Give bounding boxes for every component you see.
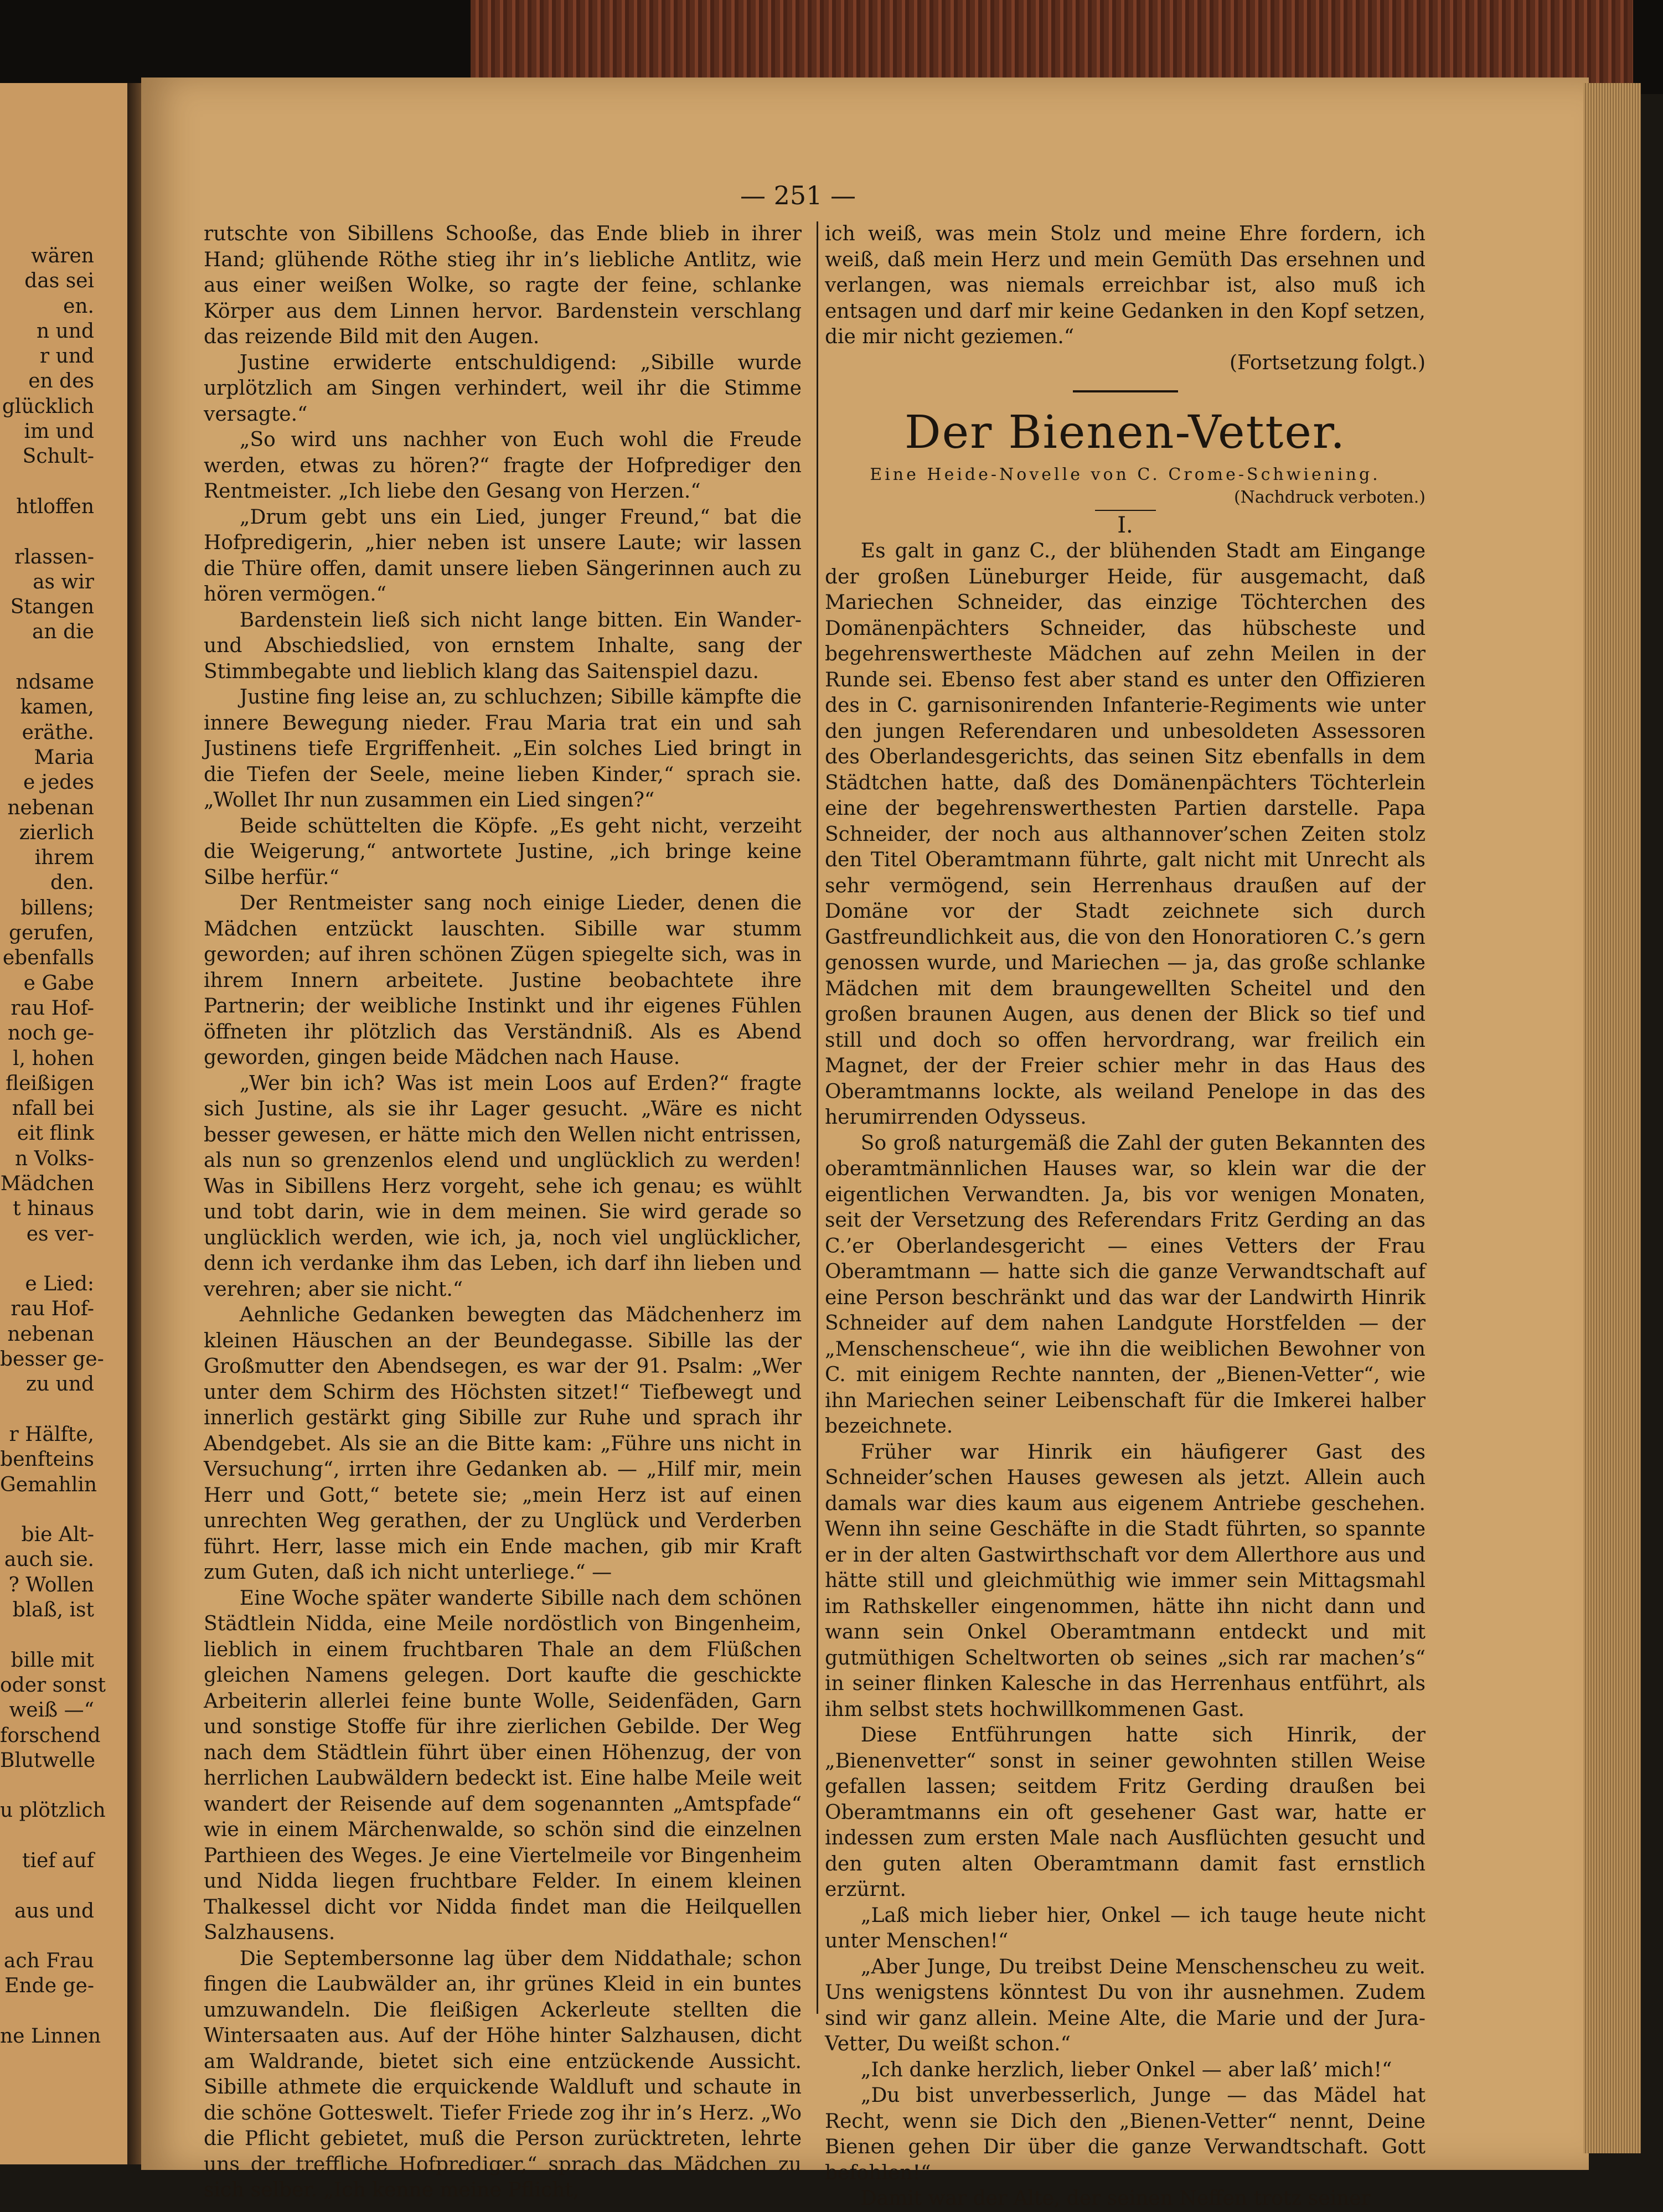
left-fragment-line: ne Linnen	[0, 2025, 101, 2048]
left-fragment-line: zierlich	[19, 821, 94, 844]
text-column-left	[204, 221, 802, 2204]
left-fragment-line: rau Hof-	[11, 1298, 94, 1321]
paragraph: Die Septembersonne lag über dem Niddathale; schon fingen die Laubwälder an, ihr grünes Kleid in ein buntes umzuwandeln. Die fleißigen Ackerleute stellten die Wintersaaten aus. Auf der Höhe hinter Salzhausen, dicht am Waldrande, bietet sich eine entzückende Aussicht. Sibille athmete die erquickende Waldluft und schaute in die schöne Gotteswelt. Tiefer Friede zog ihr in’s Herz. „Wo die Pflicht gebietet, muß die Person zurücktreten, lehrte uns der treffliche Hofprediger,“ sprach das Mädchen zu sich selber. „Ich kenne meine Pflicht,	[204, 1947, 802, 2201]
left-fragment-line: weiß —“	[9, 1699, 94, 1722]
left-fragment-line	[0, 1247, 94, 1272]
left-fragment-line: ? Wollen	[8, 1573, 94, 1596]
left-fragment-line	[0, 1999, 94, 2024]
story-subtitle: Eine Heide-Novelle von C. Crome-Schwiening.	[870, 465, 1381, 484]
left-fragment-line	[0, 1823, 94, 1848]
paragraph: Diese Entführungen hatte sich Hinrik, der „Bienenvetter“ sonst in seiner gewohnten stillen Weise gefallen lassen; seitdem Fritz Gerding draußen bei Oberamtmanns ein oft gesehener Gast war, hatte er indessen zum ersten Male nach Ausflüchten gesucht und den guten alten Oberamtmann damit fast ernstlich erzürnt.	[825, 1724, 1426, 1901]
left-fragment-line: t hinaus	[13, 1197, 94, 1221]
continued-notice: (Fortsetzung folgt.)	[1230, 351, 1426, 374]
paragraph: rutschte von Sibillens Schooße, das Ende blieb in ihrer Hand; glühende Röthe stieg ihr in’s liebliche Antlitz, wie aus einer weißen Wolke, so ragte der feine, schlanke Körper aus dem Linnen hervor. Bardenstein verschlang das reizende Bild mit den Augen.	[204, 223, 802, 348]
paragraph: Aehnliche Gedanken bewegten das Mädchenherz im kleinen Häuschen an der Beundegasse. Sibille las der Großmutter den Abendsegen, es war der 91. Psalm: „Wer unter dem Schirm des Höchsten sitzet!“ Tiefbewegt und innerlich gestärkt ging Sibille zur Ruhe und sprach ihr Abendgebet. Als sie an die Bitte kam: „Führe uns nicht in Versuchung“, irrten ihre Gedanken ab. — „Hilf mir, mein Herr und Gott,“ betete sie; „mein Herz ist auf einen unrechten Weg gerathen, der zu Unglück und Verderben führt. Herr, lasse mich ein Ende machen, gib mir Kraft zum Guten, daß ich nicht unterliege.“ —	[204, 1304, 802, 1584]
left-fragment-line: ach Frau	[3, 1950, 94, 1973]
paragraph: So groß naturgemäß die Zahl der guten Bekannten des oberamtmännlichen Hauses war, so klein war die der eigentlichen Verwandten. Ja, bis vor wenigen Monaten, seit der Versetzung des Referendars Fritz Gerding an das C.’er Oberlandesgericht — eines Vetters der Frau Oberamtmann — hatte sich die ganze Verwandtschaft auf eine Person beschränkt und das war der Landwirth Hinrik Schneider auf dem nahen Landgute Horstfelden — der „Menschenscheue“, wie ihn die weiblichen Bewohner von C. mit einigem Rechte nannten, der „Bienen-Vetter“, wie ihn Mariechen seiner Leibenschaft für die Imkerei halber bezeichnete.	[825, 1131, 1426, 1438]
left-fragment-line: htloffen	[16, 495, 94, 518]
left-fragment-line: r und	[39, 345, 94, 368]
column-divider	[817, 221, 818, 2014]
section-divider	[1073, 390, 1178, 392]
left-fragment-line	[0, 1773, 94, 1798]
left-fragment-line: es ver-	[26, 1222, 94, 1245]
paragraph: Justine erwiderte entschuldigend: „Sibille wurde urplötzlich am Singen verhindert, weil ihr die Stimme versagte.“	[204, 351, 802, 426]
paragraph: „Aber Junge, Du treibst Deine Menschenscheu zu weit. Uns wenigstens könntest Du von ihr ausnehmen. Zudem sind wir ganz allein. Meine Alte, die Marie und der Jura-Vetter, Du weißt schon.“	[825, 1955, 1426, 2055]
left-fragment-line	[0, 1397, 94, 1422]
paragraph: Justine fing leise an, zu schluchzen; Sibille kämpfte die innere Bewegung nieder. Frau Maria trat ein und sah Justinens tiefe Ergriffenheit. „Ein solches Lied bringt in die Tiefen der Seele, meine lieben Kinder,“ sprach sie. „Wollet Ihr nun zusammen ein Lied singen?“	[204, 686, 802, 812]
left-fragment-line: billens;	[20, 896, 94, 919]
left-fragment-line: en des	[28, 370, 94, 393]
left-fragment-line: den.	[50, 871, 94, 895]
left-fragment-line: Mädchen	[0, 1172, 94, 1195]
left-fragment-line: wären	[31, 245, 94, 267]
left-fragment-line	[0, 469, 94, 494]
left-fragment-line: en.	[63, 294, 94, 318]
story-title: Der Bienen-Vetter.	[904, 406, 1346, 459]
left-fragment-line	[0, 1497, 94, 1522]
left-fragment-line: besser ge-	[0, 1348, 104, 1371]
paragraph: „Drum gebt uns ein Lied, junger Freund,“ bat die Hofpredigerin, „hier neben ist unsere Laute; wir lassen die Thüre offen, damit unsere lieben Sängerinnen auch zu hören vermögen.“	[204, 505, 802, 606]
left-fragment-line: nebenan	[7, 1322, 94, 1346]
left-fragment-line	[0, 1622, 94, 1647]
left-fragment-line: ihrem	[34, 846, 94, 870]
paragraph: Beide schüttelten die Köpfe. „Es geht nicht, verzeiht die Weigerung,“ antwortete Justine, „ich bringe keine Silbe herfür.“	[204, 814, 802, 889]
left-fragment-line: im und	[24, 420, 94, 443]
paragraph: „Laß mich lieber hier, Onkel — ich tauge heute nicht unter Menschen!“	[825, 1904, 1426, 1952]
left-fragment-line: fleißigen	[6, 1072, 94, 1095]
left-fragment-line: bille mit	[11, 1648, 94, 1672]
left-fragment-line: n und	[36, 319, 94, 343]
reprint-notice: (Nachdruck verboten.)	[1233, 488, 1426, 507]
left-fragment-line: as wir	[33, 570, 94, 593]
left-fragment-line: blaß, ist	[12, 1599, 94, 1622]
left-page	[0, 83, 136, 2164]
paragraph: Früher war Hinrik ein häufigerer Gast des Schneider’schen Hauses gewesen als jetzt. Allein auch damals war dies kaum aus eigenem Antriebe geschehen. Wenn ihn seine Geschäfte in die Stadt führten, so spannte er in der alten Gastwirthschaft vor dem Allerthore aus und hätte still und gleichmüthig wie immer sein Mittagsmahl im Rathskeller eingenommen, hätte ihn nicht dann und wann sein Onkel Oberamtmann entdeckt und mit gutmüthigen Scheltworten ob seines „sich rar machen’s“ in seiner flinken Kalesche in das Herrenhaus entführt, als ihm selbst stets hochwillkommenen Gast.	[825, 1440, 1426, 1721]
left-fragment-line: gerufen,	[8, 922, 94, 945]
left-fragment-line	[0, 645, 94, 670]
left-fragment-line: Stangen	[10, 596, 94, 619]
left-fragment-line: benfteins	[0, 1448, 94, 1471]
left-fragment-line: e Gabe	[23, 971, 94, 995]
left-fragment-line: aus und	[14, 1899, 94, 1922]
left-fragment-line: l, hohen	[13, 1047, 94, 1070]
paragraph: „Wer bin ich? Was ist mein Loos auf Erden?“ fragte sich Justine, als sie ihr Lager gesucht. „Wäre es nicht besser gewesen, er hätte mich den Wellen nicht entrissen, als nun so grenzenlos elend und unglücklich zu werden! Was in Sibillens Herz vorgeht, sehe ich genau; es wühlt und tobt darin, wie in dem meinen. Sie wird gerade so unglücklich werden, wie ich, ja, noch viel unglücklicher, denn ich verdanke ihm das Leben, ich darf ihn lieben und verehren; aber sie nicht.“	[204, 1072, 802, 1301]
left-fragment-line: Blutwelle	[0, 1749, 96, 1772]
chapter-number: I.	[1117, 513, 1133, 538]
paragraph: Bardenstein ließ sich nicht lange bitten. Ein Wander- und Abschiedslied, von ernstem Inhalte, sang der Stimmbegabte und lieblich klang das Saitenspiel dazu.	[204, 608, 802, 683]
text-column-right	[825, 221, 1426, 2212]
left-fragment-line: auch sie.	[4, 1548, 94, 1572]
paragraph: „Ich danke herzlich, lieber Onkel — aber laß’ mich!“	[860, 2058, 1392, 2081]
left-fragment-line: rau Hof-	[11, 996, 94, 1020]
paragraph: Damit war der Alte, der seinen Neffen trotz seiner	[860, 2187, 1371, 2210]
left-fragment-line: an die	[32, 621, 94, 644]
left-fragment-line: forschend	[0, 1724, 101, 1747]
left-fragment-line: ndsame	[16, 671, 94, 694]
previous-story-ending: ich weiß, was mein Stolz und meine Ehre fordern, ich weiß, daß mein Herz und mein Gemüth Das ersehnen und verlangen, was niemals erreichbar ist, also muß ich entsagen und darf mir keine Gedanken in den Kopf setzen, die mir nicht geziemen.“	[825, 223, 1426, 348]
paragraph: Es galt in ganz C., der blühenden Stadt am Eingange der großen Lüneburger Heide, für ausgemacht, daß Mariechen Schneider, das einzige Töchterchen des Domänenpächters Schneider, das hübscheste und begehrenswertheste Mädchen auf zehn Meilen in der Runde sei. Ebenso fest aber stand es unter den Offizieren des in C. garnisonirenden Infanterie-Regiments wie unter den jungen Referendaren und unbesoldeten Assessoren des Oberlandesgerichts, das seinen Sitz ebenfalls in dem Städtchen hatte, daß des Domänenpächters Töchterlein eine der begehrenswerthesten Partien darstelle. Papa Schneider, der noch aus althannover’schen Zeiten stolz den Titel Oberamtmann führte, galt nicht mit Unrecht als sehr vermögend, sein Herrenhaus draußen auf der Domäne vor der Stadt zeichnete sich durch Gastfreundlichkeit aus, die von den Honoratioren C.’s gern genossen wurde, und Mariechen — ja, das große schlanke Mädchen mit dem braungewellten Scheitel und den großen braunen Augen, aus denen der Blick so tief und still und doch so offen hervordrang, war freilich ein Magnet, der der Freier schier mehr in das Haus des Oberamtmanns lockte, als weiland Penelope in das des herumirrenden Odysseus.	[825, 540, 1426, 1129]
left-fragment-line: noch ge-	[7, 1022, 94, 1045]
left-fragment-line: kamen,	[20, 696, 94, 719]
left-fragment-line: r Hälfte,	[9, 1423, 94, 1446]
left-fragment-line: das sei	[24, 270, 94, 293]
left-fragment-line: bie Alt-	[21, 1523, 94, 1547]
left-fragment-line: eit flink	[17, 1122, 94, 1145]
left-fragment-line: e jedes	[23, 771, 94, 794]
left-fragment-line	[0, 1873, 94, 1898]
left-fragment-line: nebenan	[7, 796, 94, 819]
left-fragment-line: rlassen-	[14, 545, 94, 568]
left-page-text-fragments	[0, 244, 106, 2049]
left-fragment-line: Schult-	[22, 445, 94, 468]
left-fragment-line	[0, 519, 94, 544]
paragraph: „Du bist unverbesserlich, Junge — das Mädel hat Recht, wenn sie Dich den „Bienen-Vetter“ nennt, Deine Bienen gehen Dir über die ganze Verwandtschaft. Gott befohlen!“	[825, 2084, 1426, 2184]
chapter-rule	[1095, 510, 1156, 511]
paragraph: „So wird uns nachher von Euch wohl die Freude werden, etwas zu hören?“ fragte der Hofprediger den Rentmeister. „Ich liebe den Gesang von Herzen.“	[204, 428, 802, 503]
left-fragment-line: Maria	[34, 746, 94, 769]
left-fragment-line: glücklich	[2, 395, 94, 418]
paragraph: Der Rentmeister sang noch einige Lieder, denen die Mädchen entzückt lauschten. Sibille war stumm geworden; auf ihren schönen Zügen spiegelte sich, was in ihrem Innern arbeitete. Justine beobachtete ihre Partnerin; der weibliche Instinkt und ihr eigenes Fühlen öffneten ihr plötzlich das Verständniß. Als es Abend geworden, gingen beide Mädchen nach Hause.	[204, 892, 802, 1069]
left-fragment-line	[0, 1924, 94, 1949]
left-fragment-line: u plötzlich	[0, 1799, 106, 1822]
left-fragment-line: ebenfalls	[2, 947, 94, 970]
page-number: — 251 —	[740, 180, 856, 210]
left-fragment-line: e Lied:	[25, 1273, 94, 1296]
left-fragment-line: eräthe.	[22, 721, 94, 744]
left-fragment-line: tief auf	[22, 1849, 94, 1872]
left-fragment-line: Gemahlin	[0, 1473, 97, 1496]
left-fragment-line: n Volks-	[15, 1147, 94, 1170]
paragraph: Eine Woche später wanderte Sibille nach dem schönen Städtlein Nidda, eine Meile nordöstlich von Bingenheim, lieblich in einem fruchtbaren Thale an dem Flüßchen gleichen Namens gelegen. Dort kaufte die geschickte Arbeiterin allerlei feine bunte Wolle, Seidenfäden, Garn und sonstige Stoffe für ihre zierlichen Gebilde. Der Weg nach dem Städtlein führt über einen Höhenzug, der von herrlichen Laubwäldern bedeckt ist. Eine halbe Meile weit wandert der Reisende auf dem sogenannten „Amtspfade“ wie in einem Märchenwalde, so schön sind die einzelnen Parthieen des Weges. Je eine Viertelmeile vor Bingenheim und Nidda liegen fruchtbare Felder. In einem kleinen Thalkessel dicht vor Nidda findet man die Heilquellen Salzhausens.	[204, 1586, 802, 1944]
left-fragment-line: zu und	[25, 1373, 94, 1396]
left-fragment-line: nfall bei	[12, 1097, 94, 1120]
left-fragment-line: oder sonst	[0, 1673, 106, 1697]
page-edges	[1583, 83, 1641, 2153]
left-fragment-line: Ende ge-	[4, 1975, 94, 1998]
